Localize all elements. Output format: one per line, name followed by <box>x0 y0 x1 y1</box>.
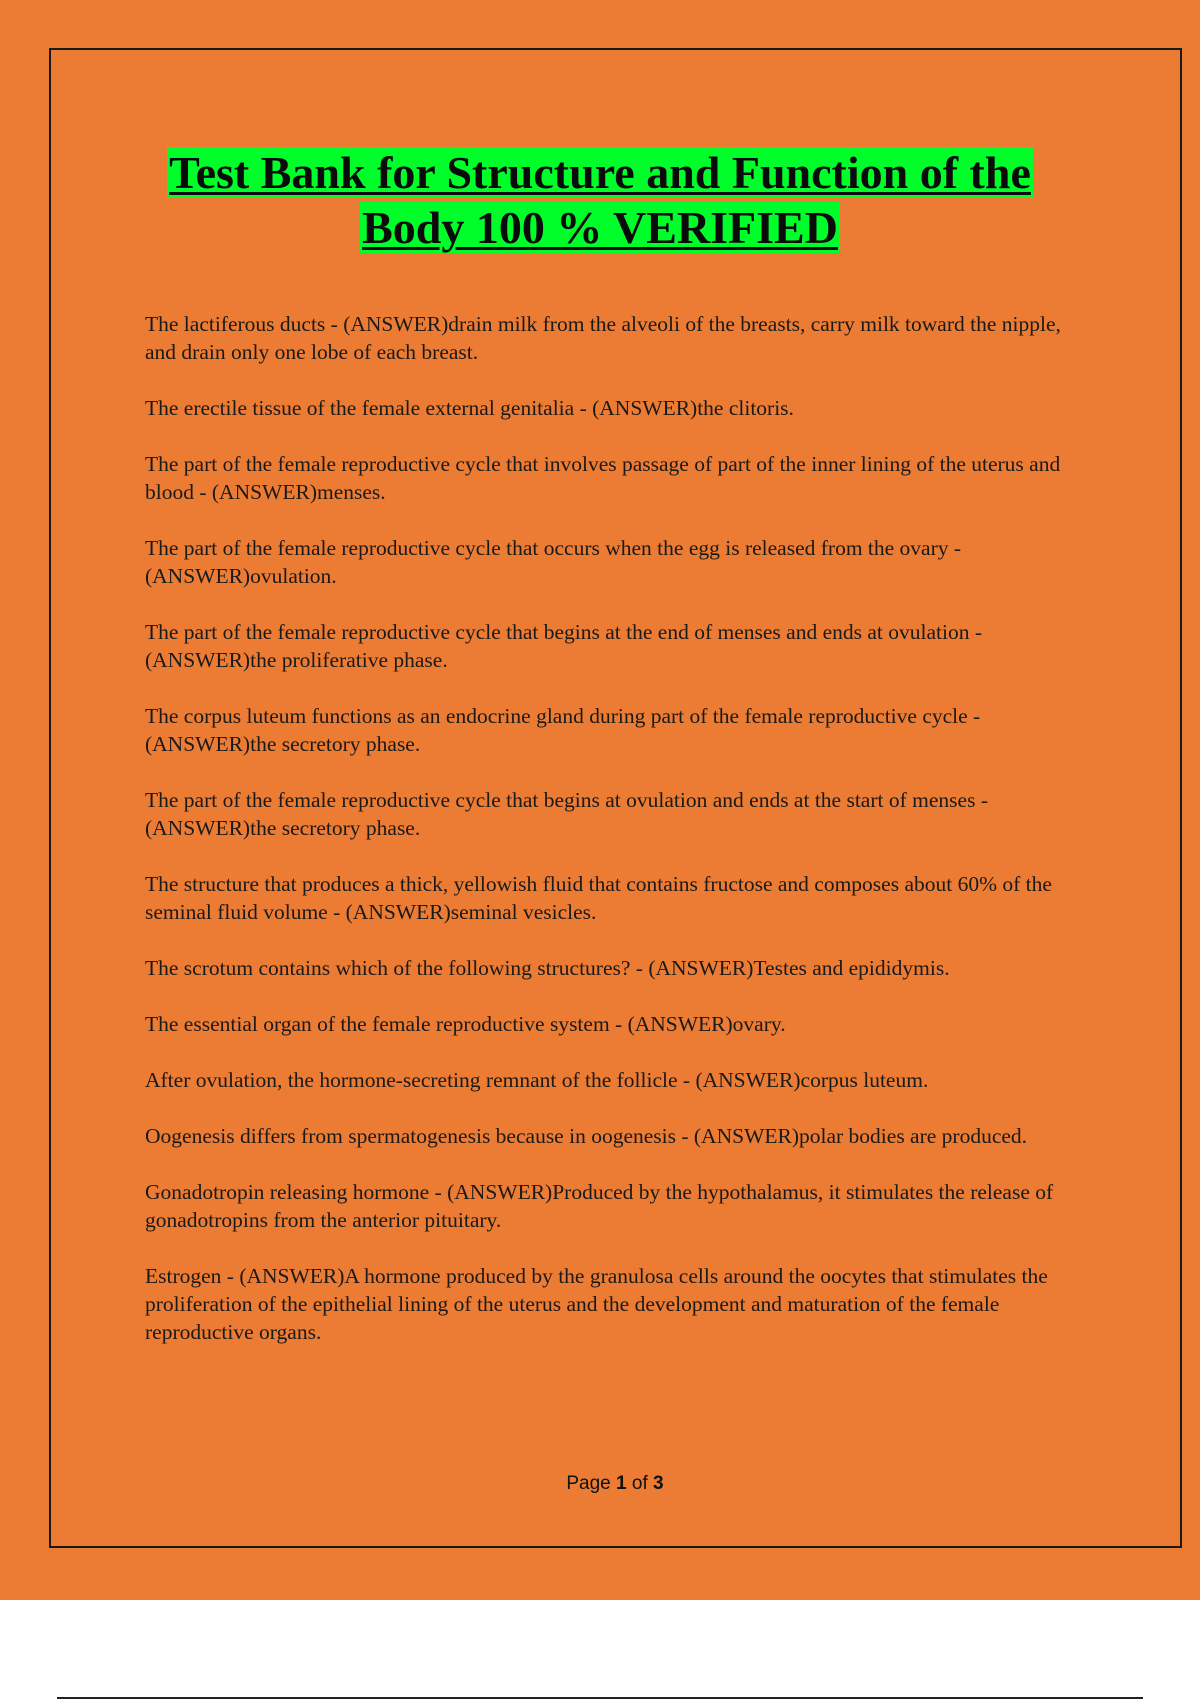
of-word: of <box>631 1473 648 1494</box>
qa-item: The scrotum contains which of the following structures? - (ANSWER)Testes and epididymis. <box>145 956 950 980</box>
qa-item: The lactiferous ducts - (ANSWER)drain milk from the alveoli of the breasts, carry milk toward the nipple, and drain only one lobe of each breast. <box>145 312 1061 364</box>
document-title <box>0 145 1200 255</box>
total-pages-number: 3 <box>653 1473 664 1494</box>
qa-item: The essential organ of the female reproductive system - (ANSWER)ovary. <box>145 1012 786 1036</box>
qa-item: The erectile tissue of the female external genitalia - (ANSWER)the clitoris. <box>145 396 794 420</box>
title-line-1: Test Bank for Structure and Function of the <box>169 147 1031 198</box>
qa-item: Oogenesis differs from spermatogenesis because in oogenesis - (ANSWER)polar bodies are produced. <box>145 1124 1028 1148</box>
qa-item: The part of the female reproductive cycle that occurs when the egg is released from the ovary - (ANSWER)ovulation. <box>145 536 962 588</box>
page-word: Page <box>566 1473 611 1494</box>
question-answer-list <box>145 310 1090 1374</box>
qa-item: The structure that produces a thick, yellowish fluid that contains fructose and composes about 60% of the seminal fluid volume - (ANSWER)seminal vesicles. <box>145 872 1052 924</box>
next-page-top-rule <box>57 1697 1143 1699</box>
qa-item: After ovulation, the hormone-secreting remnant of the follicle - (ANSWER)corpus luteum. <box>145 1068 929 1092</box>
qa-item: The part of the female reproductive cycle that involves passage of part of the inner lining of the uterus and blood - (ANSWER)menses. <box>145 452 1061 504</box>
qa-item: The part of the female reproductive cycle that begins at ovulation and ends at the start of menses - (ANSWER)the secretory phase. <box>145 788 988 840</box>
qa-item: The corpus luteum functions as an endocrine gland during part of the female reproductive cycle - (ANSWER)the secretory phase. <box>145 704 981 756</box>
current-page-number: 1 <box>616 1473 627 1494</box>
page-number-footer <box>0 1473 1200 1495</box>
qa-item: Estrogen - (ANSWER)A hormone produced by the granulosa cells around the oocytes that stimulates the proliferation of the epithelial lining of the uterus and the development and maturation of the female reproductive organs. <box>145 1264 1048 1344</box>
qa-item: The part of the female reproductive cycle that begins at the end of menses and ends at ovulation - (ANSWER)the proliferative phase. <box>145 620 982 672</box>
title-line-2: Body 100 % VERIFIED <box>362 202 838 253</box>
qa-item: Gonadotropin releasing hormone - (ANSWER)Produced by the hypothalamus, it stimulates the release of gonadotropins from the anterior pituitary. <box>145 1180 1054 1232</box>
